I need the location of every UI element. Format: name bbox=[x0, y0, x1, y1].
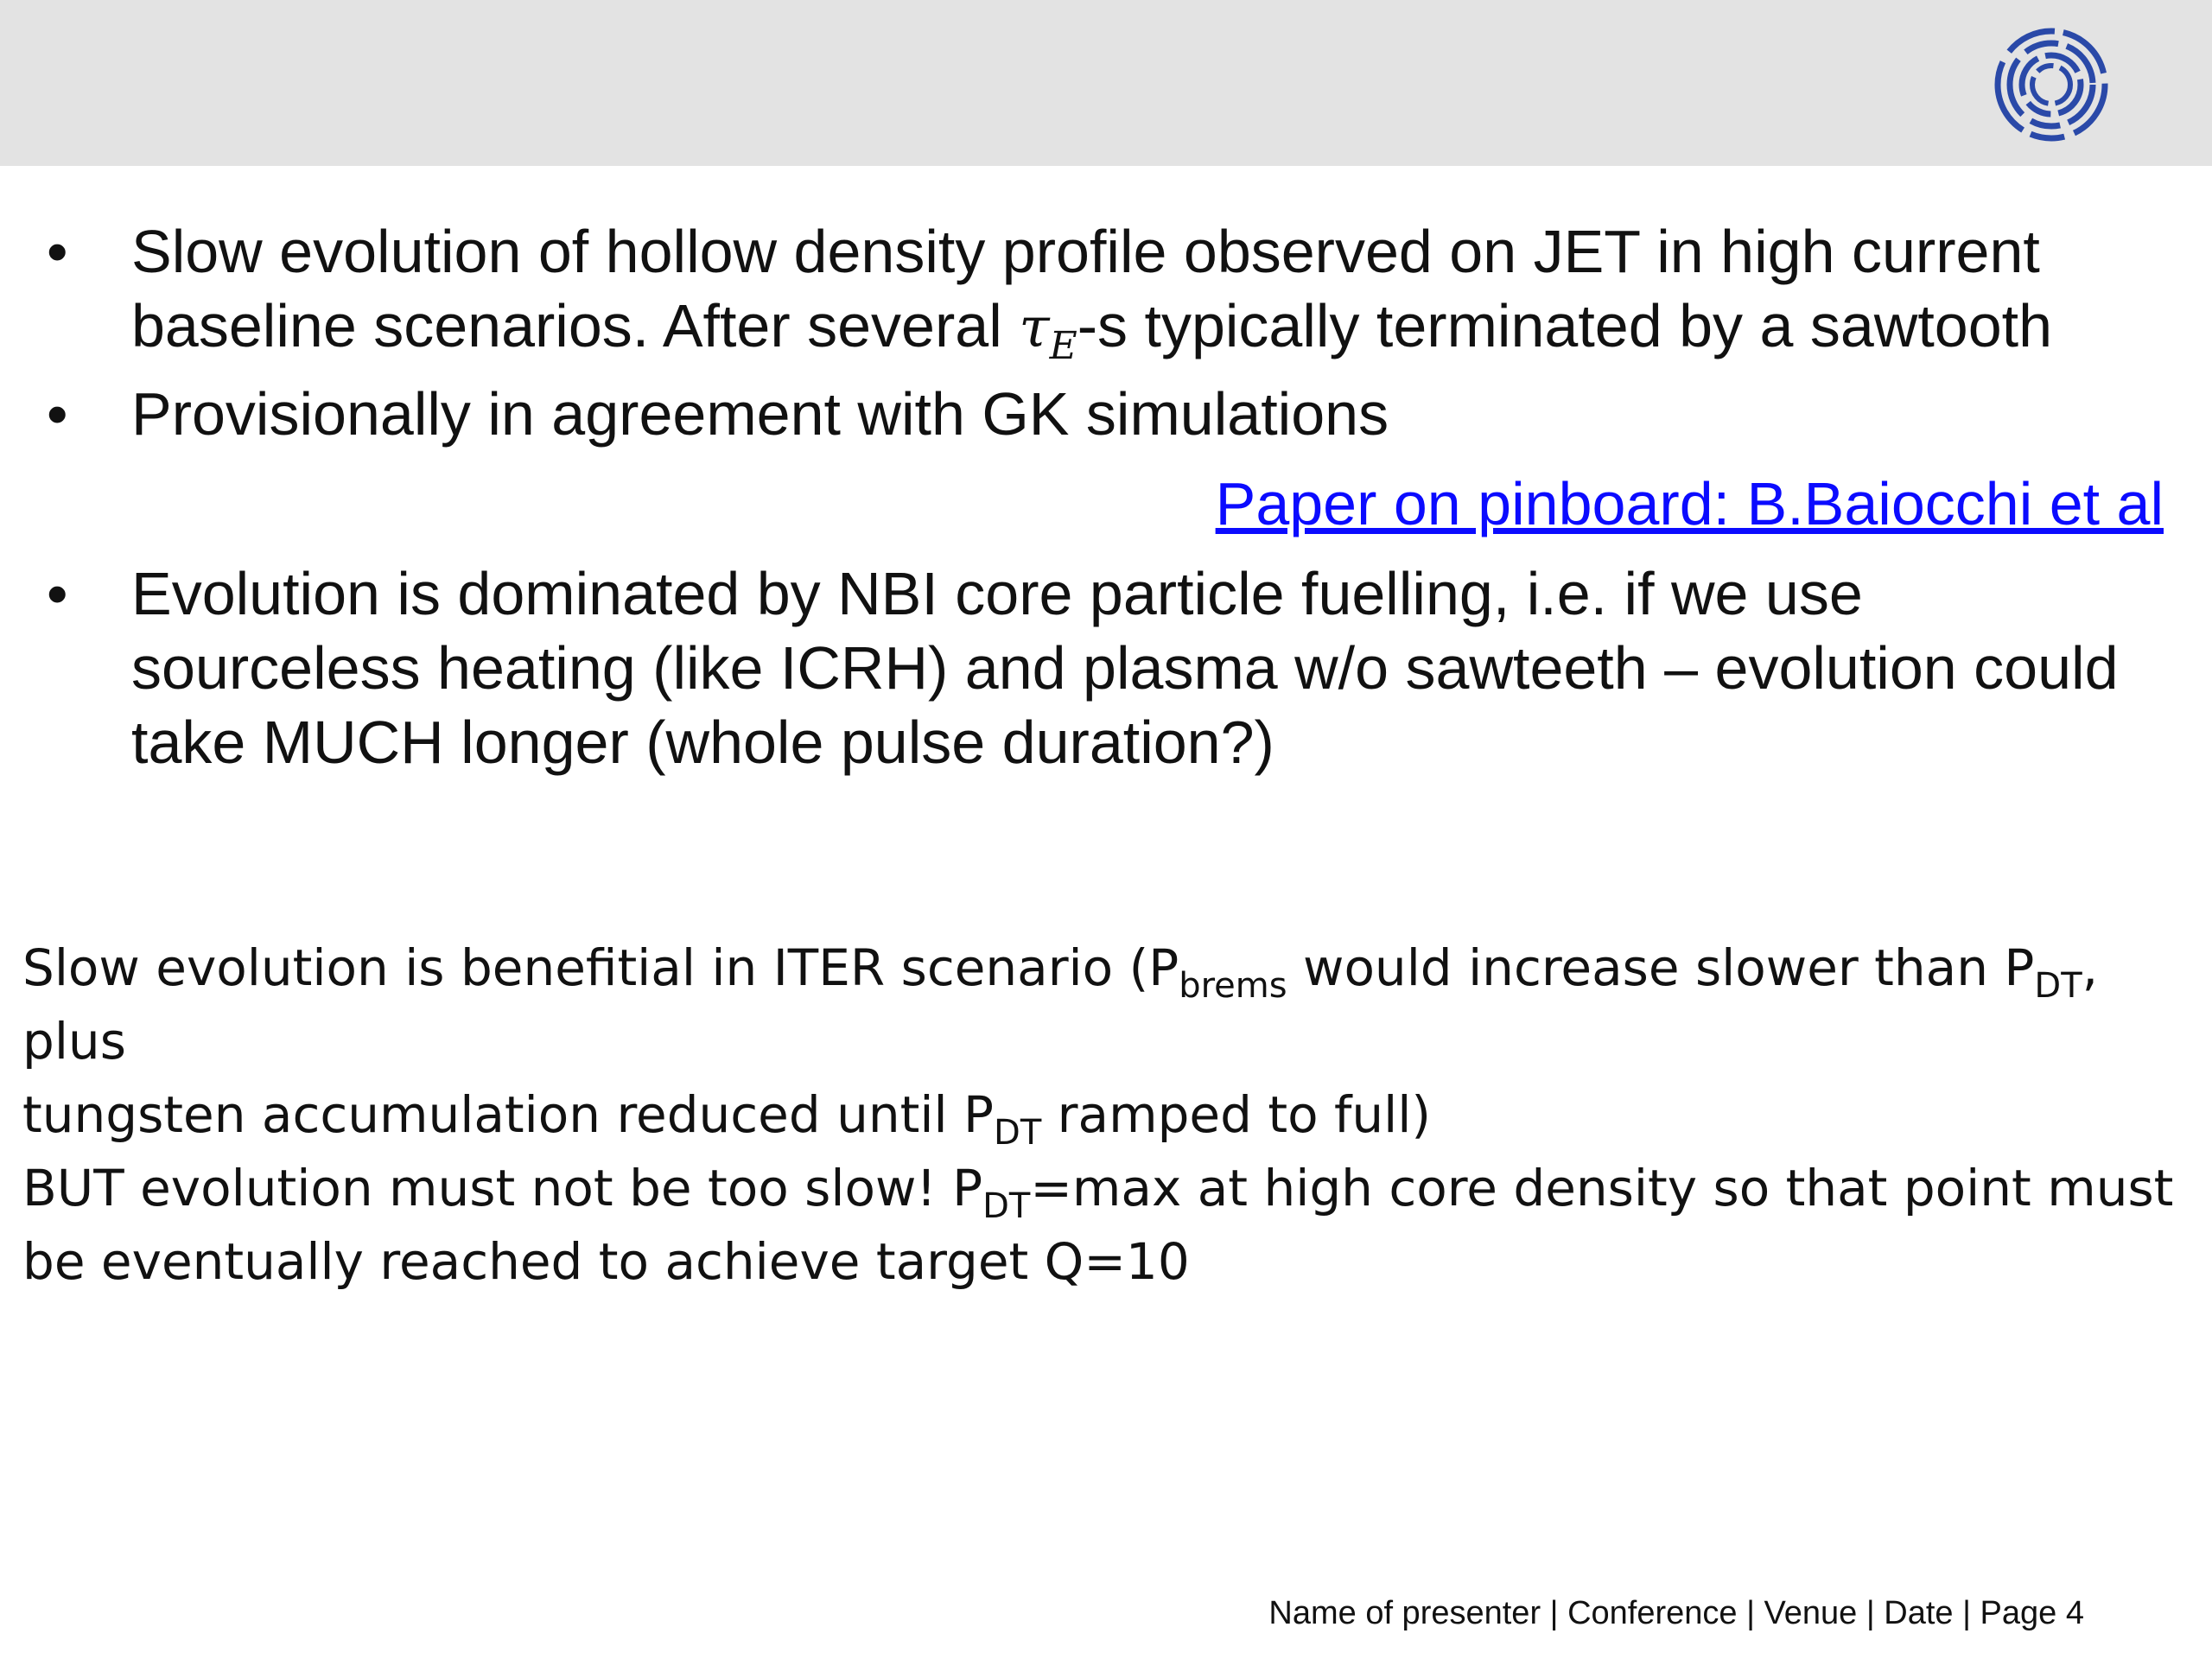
tau-e-symbol bbox=[1019, 296, 1077, 368]
bullet-text-fragment: baseline scenarios. After several bbox=[131, 292, 1020, 359]
notes-line bbox=[22, 1078, 2191, 1152]
notes-fragment: =max at high core density so that point must bbox=[1030, 1159, 2174, 1217]
bullet-line: take MUCH longer (whole pulse duration?) bbox=[131, 709, 1274, 776]
paper-link[interactable]: Paper on pinboard: B.Baiocchi et al bbox=[1215, 470, 2164, 537]
bullet-line bbox=[131, 289, 2188, 384]
subscript: brems bbox=[1179, 966, 1287, 1006]
bullet-dot: • bbox=[47, 218, 68, 285]
notes-fragment: Slow evolution is benefitial in ITER scenario (P bbox=[22, 938, 1179, 997]
header-band bbox=[0, 0, 2212, 166]
subscript: DT bbox=[982, 1186, 1031, 1226]
bullet-line: sourceless heating (like ICRH) and plasma w/o sawteeth – evolution could bbox=[131, 634, 2119, 702]
tau-subscript: E bbox=[1049, 323, 1077, 368]
slide-footer: Name of presenter | Conference | Venue | Date | Page 4 bbox=[1268, 1595, 2084, 1631]
logo-icon bbox=[1991, 24, 2112, 145]
bullet-line: Evolution is dominated by NBI core particle fuelling, i.e. if we use bbox=[131, 560, 1863, 627]
notes-line bbox=[22, 931, 2191, 1078]
bullet-text-fragment: -s typically terminated by a sawtooth bbox=[1077, 292, 2053, 359]
bullet-item bbox=[131, 214, 2188, 384]
tau-symbol: τ bbox=[1019, 296, 1050, 360]
notes-fragment: ramped to full) bbox=[1041, 1085, 1432, 1144]
bullet-dot: • bbox=[47, 560, 68, 627]
subscript: DT bbox=[994, 1113, 1042, 1153]
notes-line: be eventually reached to achieve target Q=10 bbox=[22, 1232, 1190, 1291]
subscript: DT bbox=[2034, 966, 2082, 1006]
notes-line bbox=[22, 1152, 2191, 1225]
bullet-item bbox=[131, 556, 2188, 779]
bullet-dot: • bbox=[47, 380, 68, 448]
notes-fragment: would increase slower than P bbox=[1287, 938, 2035, 997]
notes-fragment: , plus bbox=[22, 938, 2099, 1071]
bullet-line: Slow evolution of hollow density profile observed on JET in high current bbox=[131, 218, 2040, 285]
notes-text bbox=[22, 931, 2191, 1299]
bullet-item: Provisionally in agreement with GK simulations bbox=[131, 380, 1389, 448]
notes-fragment: tungsten accumulation reduced until P bbox=[22, 1085, 995, 1144]
notes-fragment: BUT evolution must not be too slow! P bbox=[22, 1159, 983, 1217]
